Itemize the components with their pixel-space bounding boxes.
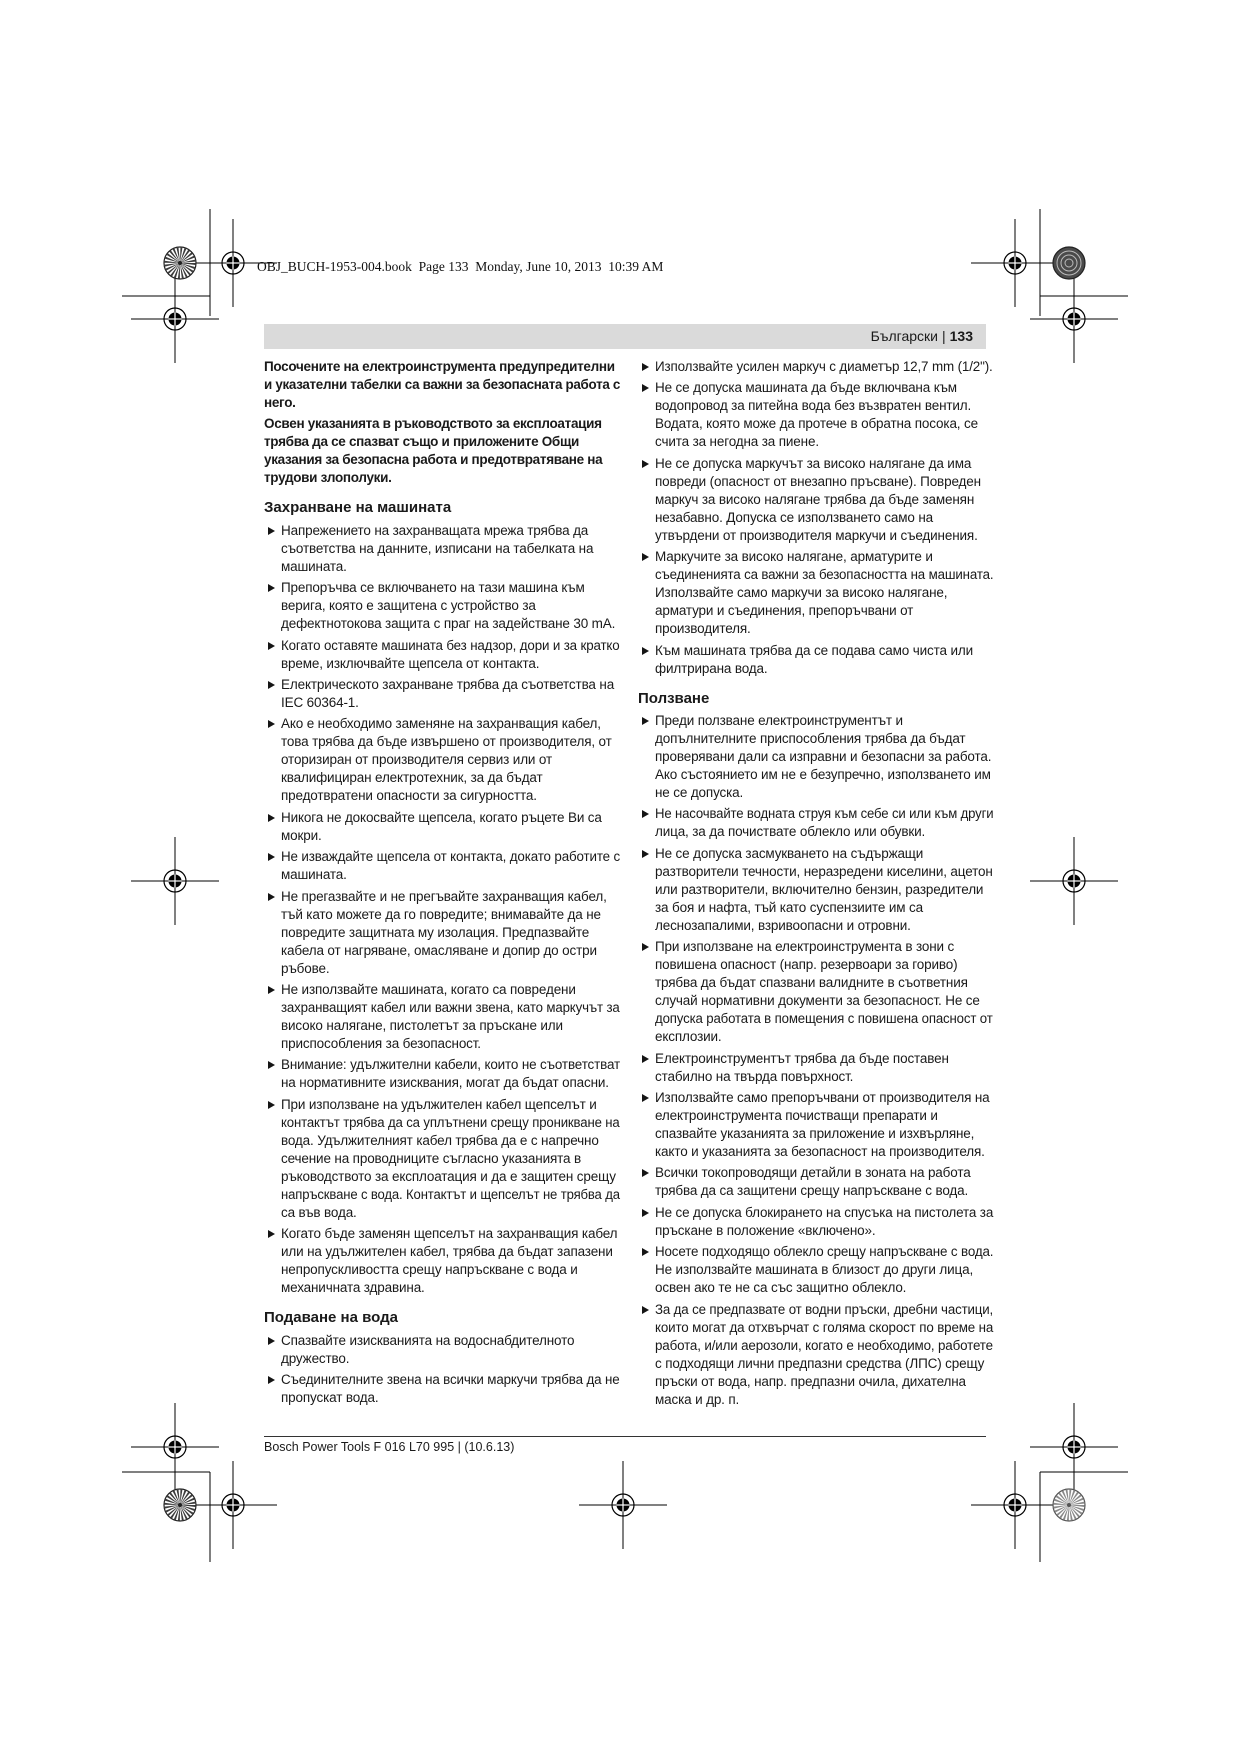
- text-line: квалифициран електротехник, за да бъдат: [281, 770, 543, 786]
- text-line: високо налягане, пистолетът за пръскане или: [281, 1018, 563, 1034]
- text-line: спазвайте указанията за приложение и изхвърляне,: [655, 1126, 975, 1142]
- text-line: маска и др. п.: [655, 1391, 740, 1407]
- text-line: допуска работата в помещения с повишена опасност от: [655, 1011, 993, 1027]
- text-line: Не използвайте машината, когато са повредени: [281, 982, 576, 998]
- text-line: Електроинструментът трябва да бъде поставен: [655, 1050, 949, 1066]
- bullet-arrow-icon: [642, 850, 649, 858]
- text-line: допълнителните приспособления трябва да бъдат: [655, 731, 966, 747]
- bullet-item: [264, 579, 620, 633]
- text-line: Ако е необходимо заменяне на захранващия кабел,: [281, 716, 601, 732]
- running-head-separator: |: [942, 328, 946, 344]
- bullet-arrow-icon: [642, 460, 649, 468]
- text-line: време, изключвайте щепсела от контакта.: [281, 655, 540, 671]
- text-line: експлозии.: [655, 1029, 722, 1045]
- text-line: трябва да са защитени срещу напръскване с вода.: [655, 1183, 969, 1199]
- text-line: производителя.: [655, 621, 751, 637]
- bullet-arrow-icon: [268, 1230, 275, 1238]
- text-line: дефектнотокова защита с праг на задействане 30 mA.: [281, 616, 616, 632]
- text-line: указания за безопасна работа и предотвратяване на: [264, 452, 603, 468]
- bullet-item: [638, 712, 993, 802]
- color-calibration-wheel: [1053, 1489, 1085, 1521]
- text-line: Водата, която може да протече в обратна посока, се: [655, 416, 978, 432]
- bullet-item: [638, 642, 993, 678]
- text-line: IEC 60364-1.: [281, 695, 359, 711]
- text-line: Преди ползване електроинструментът и: [655, 713, 903, 729]
- bullet-item: [638, 548, 993, 638]
- bullet-item: [264, 981, 620, 1053]
- text-line: водопровод за питейна вода без възвратен вентил.: [655, 398, 972, 414]
- text-line: Когато оставяте машината без надзор, дори и за кратко: [281, 637, 620, 653]
- bullet-arrow-icon: [642, 1306, 649, 1314]
- registration-crosshair: [971, 219, 1059, 307]
- text-line: При използване на удължителен кабел щепселът и: [281, 1096, 597, 1112]
- bullet-arrow-icon: [642, 1248, 649, 1256]
- text-line: Не се допуска засмукването на съдържащи: [655, 845, 924, 861]
- text-line: машината.: [281, 867, 347, 883]
- registration-crosshair: [971, 1461, 1059, 1549]
- text-line: съединенията са важни за безопасността на машината.: [655, 567, 994, 583]
- bullet-item: [264, 1371, 620, 1407]
- bullet-arrow-icon: [642, 553, 649, 561]
- bullet-item: [638, 358, 993, 376]
- registration-crosshair: [131, 837, 219, 925]
- text-line: стабилно на твърда повърхност.: [655, 1068, 854, 1084]
- bullet-item: [264, 809, 620, 845]
- text-line: трябва да се спазват също и приложените Общи: [264, 434, 580, 450]
- bullet-item: [264, 888, 620, 978]
- bullet-item: [638, 845, 993, 935]
- text-line: трудови злополуки.: [264, 470, 392, 486]
- text-line: Посочените на електроинструмента предупредителни: [264, 359, 615, 374]
- registration-crosshair: [189, 1461, 277, 1549]
- bullet-item: [638, 379, 993, 451]
- text-line: Не се допуска маркучът за високо налягане да има: [655, 455, 972, 471]
- text-line: на нормативните изисквания, могат да бъдат опасни.: [281, 1075, 609, 1091]
- text-line: електроинструмента почистващи препарати и: [655, 1108, 938, 1124]
- section-heading: Захранване на машината: [264, 499, 452, 517]
- text-line: пропускат вода.: [281, 1390, 379, 1406]
- text-line: трябва да бъдат спазвани валидните в съответния: [655, 975, 968, 991]
- text-line: Използвайте само маркучи за високо налягане,: [655, 585, 948, 601]
- bullet-item: [638, 1050, 993, 1086]
- right-column: [638, 358, 993, 1409]
- section-heading: Подаване на вода: [264, 1309, 398, 1327]
- bullet-arrow-icon: [642, 943, 649, 951]
- registration-crosshair: [131, 1403, 219, 1491]
- bullet-arrow-icon: [268, 720, 275, 728]
- running-head: [264, 324, 986, 349]
- bullet-item: [264, 1096, 620, 1222]
- text-line: За да се предпазвате от водни пръски, дребни частици,: [655, 1301, 994, 1317]
- registration-crosshair: [1030, 837, 1118, 925]
- registration-crosshair: [579, 1461, 667, 1549]
- bullet-item: [264, 637, 620, 673]
- text-line: непропускливостта срещу напръскване с вода и: [281, 1262, 578, 1278]
- text-line: Никога не докосвайте щепсела, когато ръцете Ви са: [281, 809, 602, 825]
- registration-crosshair: [1030, 275, 1118, 363]
- text-line: или разтворители, включително бензин, разредители: [655, 881, 984, 897]
- text-line: Напрежението на захранващата мрежа трябва да: [281, 522, 589, 538]
- text-line: незабавно. Допуска се използването само на: [655, 509, 933, 525]
- bullet-arrow-icon: [268, 986, 275, 994]
- text-line: съответства на данните, изписани на табелката на: [281, 540, 594, 556]
- text-line: пръски от вода, напр. предпазни очила, дихателна: [655, 1373, 966, 1389]
- section-heading: Ползване: [638, 689, 710, 707]
- text-line: или на удължителен кабел, трябва да бъдат запазени: [281, 1244, 613, 1260]
- bullet-item: [638, 1204, 993, 1240]
- registration-crosshair: [1030, 1403, 1118, 1491]
- text-line: Внимание: удължителни кабели, които не съответстват: [281, 1057, 621, 1073]
- bold-notice: [264, 358, 620, 412]
- bullet-arrow-icon: [268, 1376, 275, 1384]
- text-line: ръководството за експлоатация и да е защитен срещу: [281, 1168, 616, 1184]
- text-line: оторизиран от производителя сервиз или от: [281, 752, 553, 768]
- text-line: сечение на проводниците съгласно указанията в: [281, 1150, 582, 1166]
- text-line: Не изваждайте щепсела от контакта, докато работите с: [281, 849, 621, 865]
- text-line: както и указанията за безопасност на производителя.: [655, 1144, 985, 1160]
- bullet-arrow-icon: [268, 527, 275, 535]
- bullet-arrow-icon: [268, 893, 275, 901]
- text-line: повредите защитната му изолация. Предпазвайте: [281, 924, 590, 940]
- text-line: тъй като можете да го повредите; внимавайте да не: [281, 906, 601, 922]
- text-line: счита за негодна за пиене.: [655, 434, 819, 450]
- bullet-arrow-icon: [268, 642, 275, 650]
- bullet-arrow-icon: [268, 584, 275, 592]
- text-line: освен ако те не са със защитно облекло.: [655, 1280, 907, 1296]
- text-line: това трябва да бъде извършено от производителя, от: [281, 734, 612, 750]
- bullet-arrow-icon: [268, 814, 275, 822]
- text-line: арматури и съединения, препоръчвани от: [655, 603, 914, 619]
- bullet-arrow-icon: [642, 1094, 649, 1102]
- text-line: са във вода.: [281, 1204, 357, 1220]
- text-line: Не използвайте машината в близост до други лица,: [655, 1262, 974, 1278]
- bullet-arrow-icon: [268, 1337, 275, 1345]
- bullet-arrow-icon: [642, 363, 649, 371]
- color-calibration-wheel: [1053, 247, 1085, 279]
- text-line: приспособления за безопасност.: [281, 1036, 481, 1052]
- footer-rule: [264, 1436, 986, 1437]
- bullet-arrow-icon: [642, 1055, 649, 1063]
- bullet-item: [638, 455, 993, 545]
- text-line: маркуч за високо налягане трябва да бъде заменян: [655, 491, 975, 507]
- bullet-item: [264, 522, 620, 576]
- text-line: Спазвайте изискванията на водоснабдителното: [281, 1332, 575, 1348]
- bullet-item: [638, 1301, 993, 1409]
- bullet-item: [264, 676, 620, 712]
- text-line: работа, и/или аерозоли, когато е необходимо, работете: [655, 1337, 993, 1353]
- text-line: Не насочвайте водната струя към себе си или към други: [655, 806, 994, 822]
- text-line: напръскване с вода. Контактът и щепселът не трябва да: [281, 1186, 620, 1202]
- bullet-item: [264, 715, 620, 805]
- color-calibration-wheel: [164, 247, 196, 279]
- text-line: Препоръчва се включването на тази машина към: [281, 580, 585, 596]
- bold-notice: [264, 415, 620, 487]
- bullet-item: [638, 1164, 993, 1200]
- text-line: вода. Удължителният кабел трябва да е с напречно: [281, 1132, 599, 1148]
- text-line: случай нормативни документи за безопасност. Не се: [655, 993, 980, 1009]
- color-calibration-wheel: [164, 1489, 196, 1521]
- text-line: контактът трябва да са уплътнени срещу проникване на: [281, 1114, 620, 1130]
- text-line: Когато бъде заменян щепселът на захранващия кабел: [281, 1226, 618, 1242]
- text-line: с подходящи лични предпазни средства (ЛПС) срещу: [655, 1355, 985, 1371]
- text-line: не се допуска.: [655, 785, 744, 801]
- bullet-arrow-icon: [642, 810, 649, 818]
- bullet-arrow-icon: [642, 1169, 649, 1177]
- bullet-item: [264, 848, 620, 884]
- bullet-item: [638, 1089, 993, 1161]
- bullet-arrow-icon: [642, 647, 649, 655]
- bullet-arrow-icon: [268, 1061, 275, 1069]
- text-line: него.: [264, 395, 296, 410]
- bullet-arrow-icon: [642, 1209, 649, 1217]
- text-line: Електрическото захранване трябва да съответства на: [281, 677, 615, 693]
- bullet-arrow-icon: [642, 384, 649, 392]
- text-line: Не се допуска машината да бъде включвана към: [655, 380, 957, 396]
- text-line: Ако състоянието им не е безупречно, използването им: [655, 767, 991, 783]
- text-line: машината.: [281, 558, 347, 574]
- text-line: дружество.: [281, 1350, 350, 1366]
- bullet-item: [264, 1225, 620, 1297]
- text-line: и указателни табелки са важни за безопасната работа с: [264, 377, 621, 392]
- text-line: повреди (опасност от внезапно пръсване). Повреден: [655, 473, 981, 489]
- text-line: Всички токопроводящи детайли в зоната на работа: [655, 1165, 971, 1181]
- text-line: разтворители течности, неразредени киселини, ацетон: [655, 863, 993, 879]
- bullet-arrow-icon: [642, 717, 649, 725]
- bullet-item: [638, 805, 993, 841]
- page-number: 133: [949, 328, 973, 344]
- text-line: Не прегазвайте и не прегъвайте захранващия кабел,: [281, 888, 607, 904]
- text-line: филтрирана вода.: [655, 660, 768, 676]
- bullet-item: [264, 1332, 620, 1368]
- text-line: ръбове.: [281, 960, 330, 976]
- text-line: кабела от нагряване, омасляване и допир до остри: [281, 942, 597, 958]
- bullet-item: [638, 938, 993, 1046]
- text-line: захранващият кабел или важни звена, като маркучът за: [281, 1000, 620, 1016]
- text-line: лица, за да почиствате облекло или обувки.: [655, 824, 926, 840]
- text-line: Използвайте само препоръчвани от производителя на: [655, 1090, 990, 1106]
- file-header: OBJ_BUCH-1953-004.book Page 133 Monday, June 10, 2013 10:39 AM: [257, 259, 664, 274]
- footer-text: Bosch Power Tools F 016 L70 995 | (10.6.13): [264, 1440, 515, 1454]
- left-column: [264, 358, 620, 1407]
- text-line: пръскане в положение «включено».: [655, 1222, 876, 1238]
- text-line: Към машината трябва да се подава само чиста или: [655, 642, 973, 658]
- text-line: които могат да отхвърчат с голяма скорост по време на: [655, 1319, 994, 1335]
- running-head-language: Български: [870, 328, 938, 344]
- text-line: мокри.: [281, 827, 322, 843]
- registration-crosshair: [131, 275, 219, 363]
- bullet-arrow-icon: [268, 853, 275, 861]
- text-line: механичната здравина.: [281, 1280, 425, 1296]
- text-line: Носете подходящо облекло срещу напръскване с вода.: [655, 1244, 994, 1260]
- text-line: утвърдени от производителя маркучи и съединения.: [655, 527, 978, 543]
- text-line: Използвайте усилен маркуч с диаметър 12,7 mm (1/2").: [655, 359, 993, 374]
- bullet-arrow-icon: [268, 681, 275, 689]
- bullet-item: [638, 1243, 993, 1297]
- text-line: проверявани дали са изправни и безопасни за работа.: [655, 749, 992, 765]
- text-line: за боя и нафта, тъй като суспензиите им са: [655, 899, 923, 915]
- text-line: При използване на електроинструмента в зони с: [655, 939, 955, 955]
- text-line: верига, която е защитена с устройство за: [281, 598, 536, 614]
- bullet-item: [264, 1056, 620, 1092]
- text-line: повишена опасност (напр. резервоари за гориво): [655, 957, 958, 973]
- text-line: Освен указанията в ръководството за експлоатация: [264, 416, 602, 432]
- text-line: Маркучите за високо налягане, арматурите и: [655, 549, 933, 565]
- text-line: Съединителните звена на всички маркучи трябва да не: [281, 1372, 620, 1388]
- text-line: предотвратени опасности за сигурността.: [281, 788, 537, 804]
- text-line: Не се допуска блокирането на спусъка на пистолета за: [655, 1204, 994, 1220]
- bullet-arrow-icon: [268, 1101, 275, 1109]
- text-line: леснозапалими, взривоопасни и отровни.: [655, 917, 911, 933]
